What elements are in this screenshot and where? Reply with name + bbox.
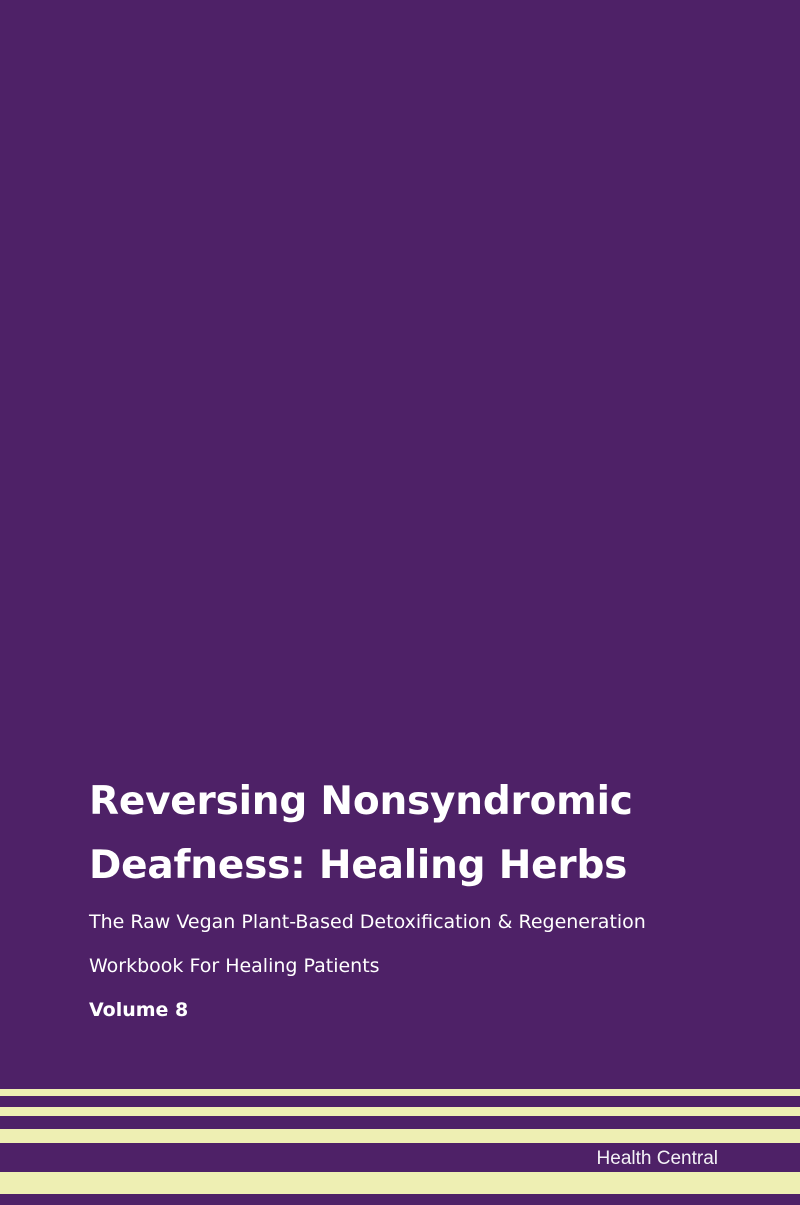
title-block bbox=[89, 770, 769, 1032]
decorative-stripe bbox=[0, 1172, 800, 1194]
decorative-stripe bbox=[0, 1129, 800, 1143]
book-subtitle-line-1: The Raw Vegan Plant-Based Detoxification & Regeneration bbox=[89, 911, 646, 933]
volume-label: Volume 8 bbox=[89, 999, 189, 1021]
book-title-line-1: Reversing Nonsyndromic bbox=[89, 779, 633, 824]
decorative-stripe bbox=[0, 1107, 800, 1116]
decorative-stripe bbox=[0, 1089, 800, 1096]
book-title-line-2: Deafness: Healing Herbs bbox=[89, 843, 628, 888]
publisher-name: Health Central bbox=[596, 1148, 718, 1169]
book-subtitle-line-2: Workbook For Healing Patients bbox=[89, 955, 380, 977]
